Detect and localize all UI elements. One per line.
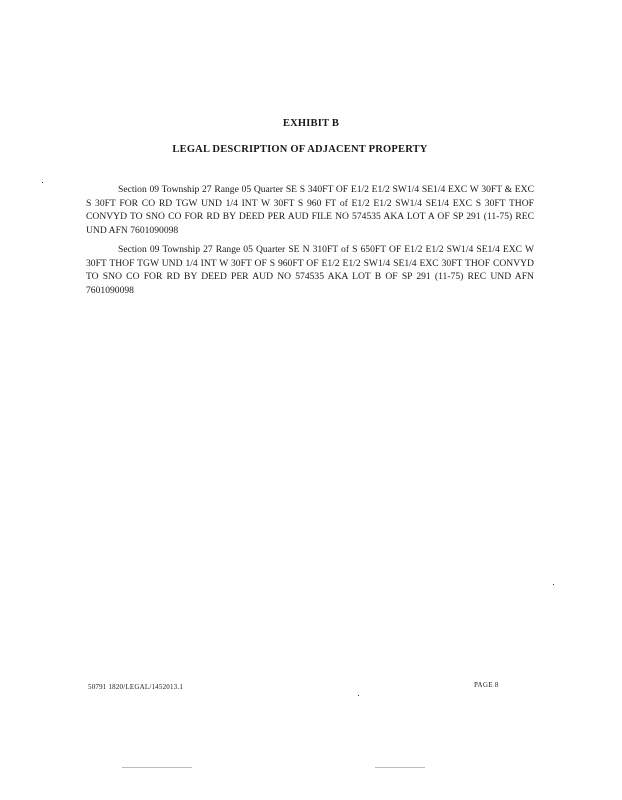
scan-speck xyxy=(358,695,359,696)
legal-description-paragraph-2 xyxy=(86,243,534,297)
scan-artifact-line xyxy=(122,767,192,768)
paragraph-text: Section 09 Township 27 Range 05 Quarter SE S 340FT OF E1/2 E1/2 SW1/4 SE1/4 EXC W 30FT & EXC S 30FT FOR CO RD TGW UND 1/4 INT W 30FT S 960 FT of E1/2 E1/2 SW1/4 SE1/4 EXC S 30FT THOF CONVYD TO SNO CO FOR RD BY DEED PER AUD FILE NO 574535 AKA LOT A OF SP 291 (11-75) REC UND AFN 7601090098 xyxy=(86,184,534,236)
footer-page-number: PAGE 8 xyxy=(474,681,499,689)
paragraph-text: Section 09 Township 27 Range 05 Quarter SE N 310FT of S 650FT OF E1/2 E1/2 SW1/4 SE1/4 EXC W 30FT THOF TGW UND 1/4 INT W 30FT OF S 960FT OF E1/2 E1/2 SW1/4 SE1/4 EXC 30FT THOF CONVYD TO SNO CO FOR RD BY DEED PER AUD NO 574535 AKA LOT B OF SP 291 (11-75) REC UND AFN 7601090098 xyxy=(86,244,534,296)
legal-description-heading: LEGAL DESCRIPTION OF ADJACENT PROPERTY xyxy=(172,144,428,155)
scan-speck xyxy=(553,584,554,585)
legal-description-paragraph-1 xyxy=(86,183,534,237)
exhibit-title: EXHIBIT B xyxy=(282,118,340,129)
scan-speck xyxy=(42,182,43,183)
scan-artifact-line xyxy=(375,767,425,768)
footer-document-id: 50791 1820/LEGAL/1452013.1 xyxy=(88,683,184,691)
